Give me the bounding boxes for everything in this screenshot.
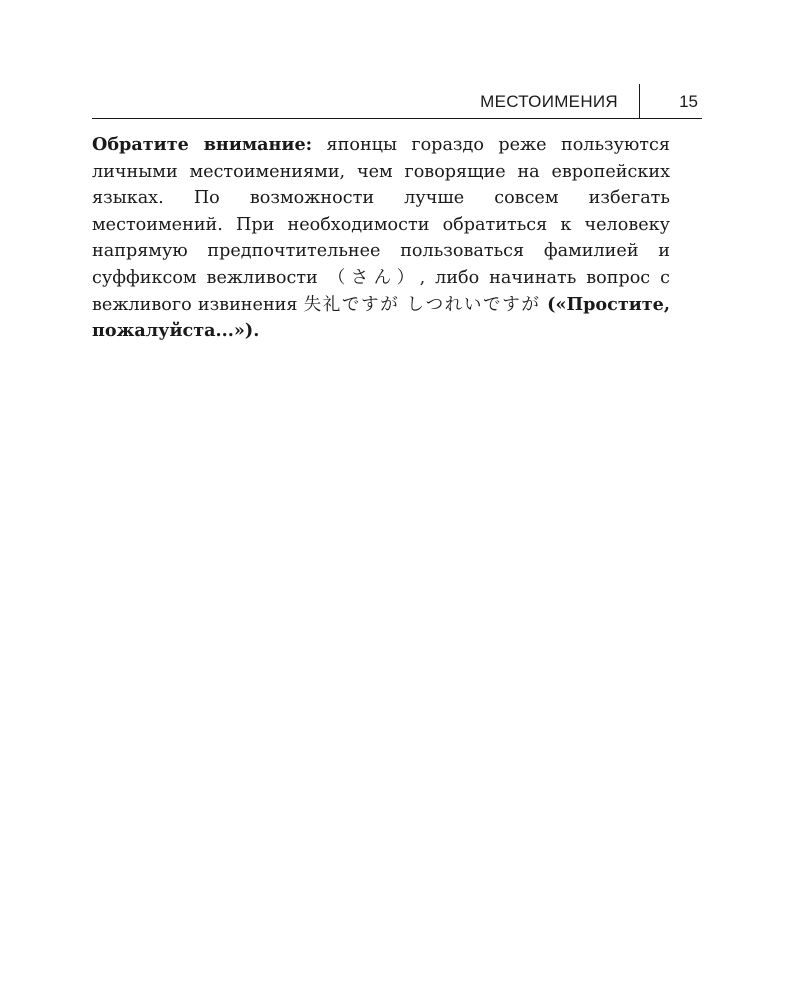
section-title: МЕСТОИМЕНИЯ bbox=[480, 92, 618, 111]
note-lead: Обратите внимание: bbox=[92, 134, 313, 155]
header-divider bbox=[639, 84, 640, 118]
note-text-part-2: , либо начинать вопрос с вежливого извинения bbox=[92, 267, 670, 315]
honorific-suffix-japanese: （さん） bbox=[327, 267, 420, 288]
apology-phrase-japanese: 失礼ですが しつれいですが bbox=[303, 294, 541, 315]
apology-translation: («Простите, пожалуйста...»). bbox=[92, 293, 670, 342]
note-paragraph bbox=[92, 132, 670, 345]
note-text-part-1: японцы гораздо реже пользуются личными местоимениями, чем говорящие на европейских языках. По возможности лучше совсем избегать местоимений. При необходимости обратиться к человеку напрямую предпочтительнее пользоваться фамилией и суффиксом вежливости bbox=[92, 135, 670, 288]
page-number: 15 bbox=[679, 92, 698, 111]
running-head bbox=[92, 84, 702, 119]
